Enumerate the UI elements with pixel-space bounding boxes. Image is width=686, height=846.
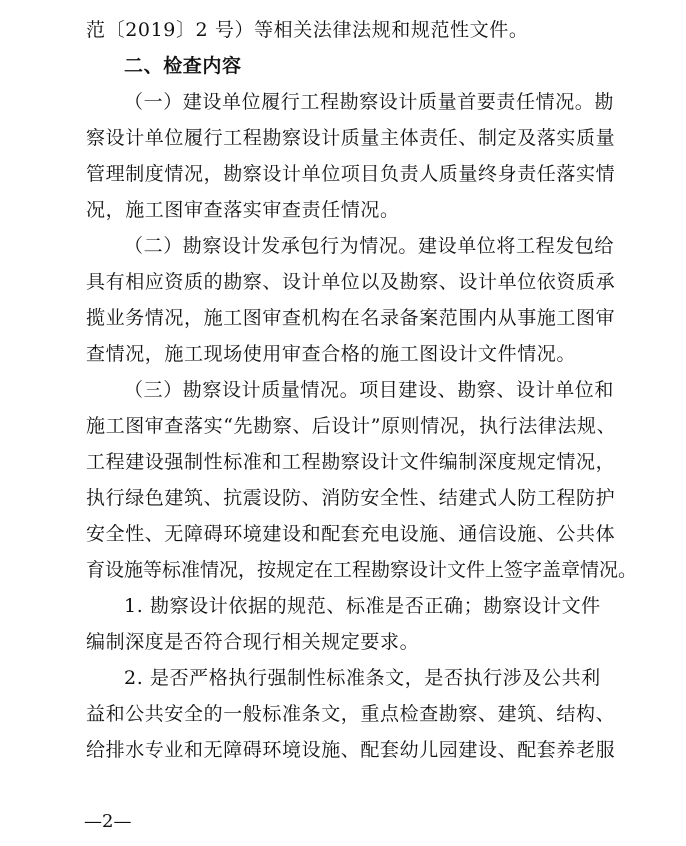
text-line-18: 编制深度是否符合现行相关规定要求。	[86, 631, 420, 653]
text-line-8: 具有相应资质的勘察、设计单位以及勘察、设计单位依资质承	[86, 271, 616, 293]
text-line-19: 2. 是否严格执行强制性标准条文，是否执行涉及公共利	[124, 667, 601, 689]
text-line-7: （二）勘察设计发承包行为情况。建设单位将工程发包给	[124, 235, 615, 257]
text-line-4: 察设计单位履行工程勘察设计质量主体责任、制定及落实质量	[86, 127, 616, 149]
page-number: —2—	[84, 811, 132, 832]
text-line-9: 揽业务情况，施工图审查机构在名录备案范围内从事施工图审	[86, 307, 616, 329]
text-line-11: （三）勘察设计质量情况。项目建设、勘察、设计单位和	[124, 379, 615, 401]
text-line-10: 查情况，施工现场使用审查合格的施工图设计文件情况。	[86, 343, 577, 365]
text-line-3: （一）建设单位履行工程勘察设计质量首要责任情况。勘	[124, 91, 615, 113]
text-line-21: 给排水专业和无障碍环境设施、配套幼儿园建设、配套养老服	[86, 739, 616, 761]
section-heading: 二、检查内容	[124, 55, 242, 77]
text-line-12: 施工图审查落实“先勘察、后设计”原则情况，执行法律法规、	[86, 415, 617, 437]
text-line-20: 益和公共安全的一般标准条文，重点检查勘察、建筑、结构、	[86, 703, 616, 725]
text-line-14: 执行绿色建筑、抗震设防、消防安全性、结建式人防工程防护	[86, 487, 616, 509]
text-line-15: 安全性、无障碍环境建设和配套充电设施、通信设施、公共体	[86, 523, 616, 545]
text-line-17: 1. 勘察设计依据的规范、标准是否正确；勘察设计文件	[124, 595, 601, 617]
text-line-5: 管理制度情况，勘察设计单位项目负责人质量终身责任落实情	[86, 163, 616, 185]
text-line-6: 况，施工图审查落实审查责任情况。	[86, 199, 400, 221]
text-line-1: 范〔2019〕2 号）等相关法律法规和规范性文件。	[86, 19, 529, 41]
text-line-16: 育设施等标准情况，按规定在工程勘察设计文件上签字盖章情况。	[86, 559, 638, 581]
text-line-13: 工程建设强制性标准和工程勘察设计文件编制深度规定情况，	[86, 451, 616, 473]
